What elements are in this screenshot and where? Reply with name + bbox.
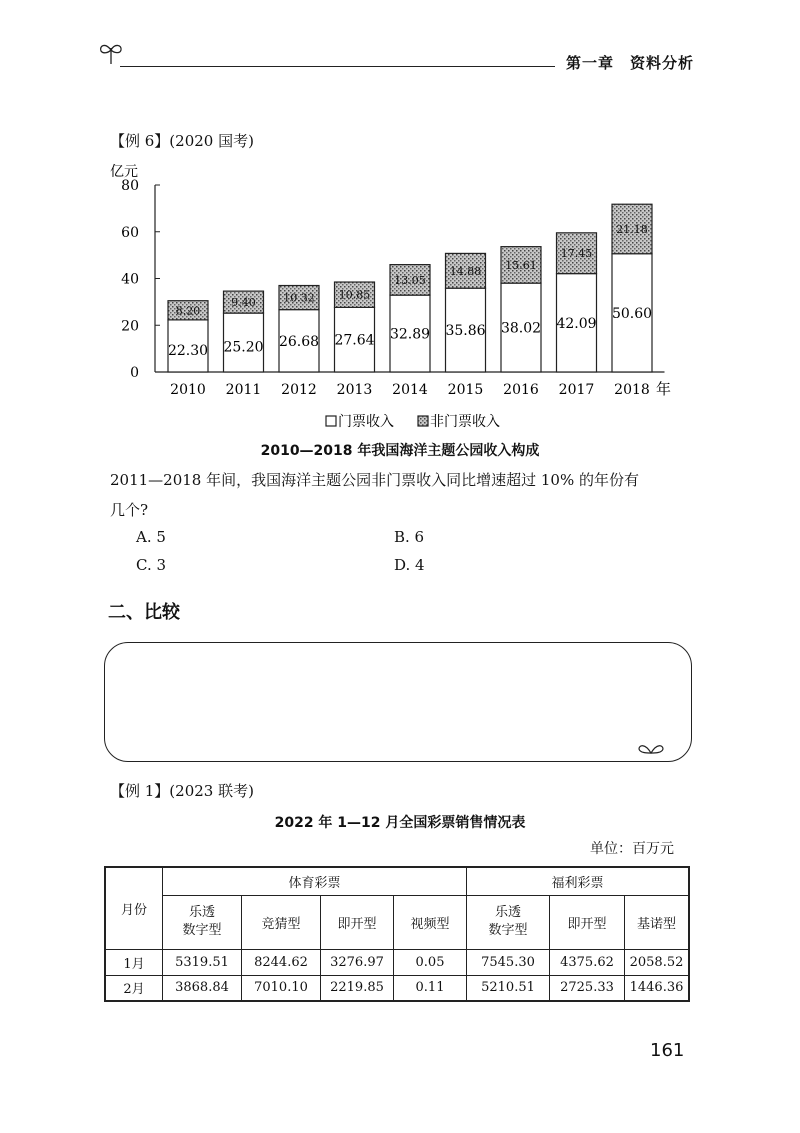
header-sports-lottery: 体育彩票 bbox=[163, 867, 467, 895]
header-rule bbox=[120, 66, 555, 67]
example-1-label: 【例 1】(2023 联考) bbox=[110, 782, 254, 800]
option-c[interactable]: C. 3 bbox=[136, 556, 167, 574]
value-cell: 0.05 bbox=[394, 949, 467, 975]
example-6-label: 【例 6】(2020 国考) bbox=[110, 132, 254, 150]
value-cell: 1446.36 bbox=[625, 975, 690, 1001]
value-cell: 7545.30 bbox=[467, 949, 550, 975]
legend-ticket: 门票收入 bbox=[338, 414, 394, 430]
bar-label-non-ticket: 9.40 bbox=[231, 296, 256, 310]
value-cell: 7010.10 bbox=[242, 975, 321, 1001]
table-title: 2022 年 1—12 月全国彩票销售情况表 bbox=[274, 815, 526, 831]
table-unit: 单位：百万元 bbox=[590, 841, 674, 857]
y-axis-label: 亿元 bbox=[110, 164, 138, 180]
subheader-cell: 视频型 bbox=[394, 895, 467, 949]
header-welfare-lottery: 福利彩票 bbox=[467, 867, 690, 895]
question-text-continued: 几个? bbox=[110, 501, 149, 519]
bar-label-non-ticket: 14.88 bbox=[449, 264, 482, 278]
subheader-cell: 乐透 数字型 bbox=[163, 895, 242, 949]
x-tick-label: 2017 bbox=[558, 382, 595, 398]
x-tick-label: 2013 bbox=[336, 382, 373, 398]
month-cell: 2月 bbox=[105, 975, 163, 1001]
y-tick-label: 20 bbox=[121, 318, 139, 335]
bar-label-ticket: 35.86 bbox=[445, 323, 486, 340]
y-tick-label: 40 bbox=[121, 271, 139, 288]
chart-legend bbox=[326, 413, 500, 430]
legend-swatch-non-ticket bbox=[418, 416, 428, 426]
x-tick-label: 2012 bbox=[281, 382, 317, 398]
bar-label-ticket: 26.68 bbox=[278, 333, 320, 350]
page-number: 161 bbox=[650, 1040, 685, 1061]
value-cell: 0.11 bbox=[394, 975, 467, 1001]
option-b[interactable]: B. 6 bbox=[394, 528, 425, 546]
subheader-cell: 竞猜型 bbox=[242, 895, 321, 949]
bar-label-ticket: 25.20 bbox=[223, 339, 264, 356]
y-tick-label: 0 bbox=[130, 365, 139, 381]
option-a[interactable]: A. 5 bbox=[136, 528, 166, 546]
header-month: 月份 bbox=[105, 867, 163, 949]
leaf-icon bbox=[98, 40, 124, 66]
option-d[interactable]: D. 4 bbox=[394, 556, 425, 574]
bar-label-non-ticket: 15.61 bbox=[505, 258, 537, 272]
section-title: 二、比较 bbox=[108, 602, 180, 623]
bar-label-non-ticket: 21.18 bbox=[616, 222, 648, 236]
table-row bbox=[105, 975, 689, 1001]
bar-label-ticket: 42.09 bbox=[556, 315, 597, 332]
subheader-cell: 即开型 bbox=[550, 895, 625, 949]
subheader-cell: 乐透 数字型 bbox=[467, 895, 550, 949]
value-cell: 3868.84 bbox=[163, 975, 242, 1001]
x-tick-label: 2014 bbox=[392, 382, 428, 398]
stacked-bar-chart bbox=[100, 158, 700, 434]
month-cell: 1月 bbox=[105, 949, 163, 975]
value-cell: 2058.52 bbox=[625, 949, 690, 975]
bar-label-ticket: 32.89 bbox=[389, 326, 431, 343]
lottery-table bbox=[104, 866, 690, 1002]
x-tick-label: 2011 bbox=[225, 382, 262, 398]
value-cell: 8244.62 bbox=[242, 949, 321, 975]
chart-caption: 2010—2018 年我国海洋主题公园收入构成 bbox=[260, 443, 540, 459]
value-cell: 5319.51 bbox=[163, 949, 242, 975]
leaf-icon bbox=[637, 739, 665, 755]
value-cell: 4375.62 bbox=[550, 949, 625, 975]
note-box bbox=[104, 642, 692, 762]
question-text: 2011—2018 年间，我国海洋主题公园非门票收入同比增速超过 10% 的年份有 bbox=[110, 471, 639, 489]
subheader-cell: 基诺型 bbox=[625, 895, 690, 949]
x-tick-label: 2015 bbox=[447, 382, 484, 398]
value-cell: 3276.97 bbox=[321, 949, 394, 975]
value-cell: 2725.33 bbox=[550, 975, 625, 1001]
bar-label-non-ticket: 17.45 bbox=[560, 247, 593, 261]
bar-label-non-ticket: 8.20 bbox=[175, 304, 201, 318]
bar-label-ticket: 22.30 bbox=[167, 342, 209, 359]
legend-non-ticket: 非门票收入 bbox=[430, 414, 500, 430]
value-cell: 5210.51 bbox=[467, 975, 550, 1001]
y-tick-label: 80 bbox=[121, 178, 139, 194]
x-tick-label: 2018 bbox=[614, 382, 650, 398]
bar-label-non-ticket: 10.85 bbox=[338, 288, 371, 302]
legend-swatch-ticket bbox=[326, 416, 336, 426]
subheader-cell: 即开型 bbox=[321, 895, 394, 949]
x-tick-label: 2016 bbox=[503, 382, 539, 398]
bar-label-non-ticket: 10.32 bbox=[283, 291, 315, 305]
table-row bbox=[105, 949, 689, 975]
bar-label-ticket: 27.64 bbox=[334, 332, 375, 349]
chapter-title: 第一章 资料分析 bbox=[566, 54, 695, 72]
bar-label-ticket: 50.60 bbox=[611, 305, 653, 322]
value-cell: 2219.85 bbox=[321, 975, 394, 1001]
x-tick-label: 2010 bbox=[170, 382, 206, 398]
x-axis-suffix: 年 bbox=[656, 380, 672, 398]
bar-label-non-ticket: 13.05 bbox=[394, 273, 426, 287]
y-tick-label: 60 bbox=[121, 224, 139, 241]
bar-label-ticket: 38.02 bbox=[500, 320, 542, 337]
